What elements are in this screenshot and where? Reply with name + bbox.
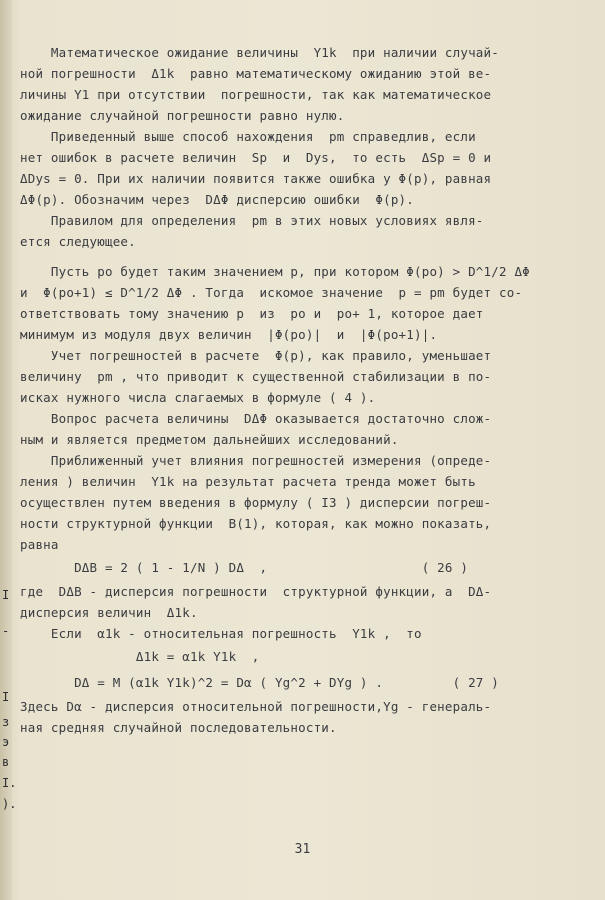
text-line: Правилом для определения pm в этих новых условиях явля- (20, 213, 484, 228)
text-line: осуществлен путем введения в формулу ( I3 ) дисперсии погреш- (20, 495, 492, 510)
text-line: Пусть po будет таким значением p, при котором Φ(po) > D^1/2 ΔΦ (20, 264, 530, 279)
formula-27: DΔ = M (α1k Y1k)^2 = Dα ( Yg^2 + DYg ) . ( 27 ) (20, 675, 499, 690)
paragraph-gap (20, 252, 555, 261)
text-line: ления ) величин Y1k на результат расчета тренда может быть (20, 474, 476, 489)
text-line: Приведенный выше способ нахождения pm справедлив, если (20, 129, 476, 144)
text-line: ная средняя случайной последовательности. (20, 720, 337, 735)
formula-delta: Δ1k = α1k Y1k , (20, 649, 260, 664)
text-line: где DΔB - дисперсия погрешности структурной функции, а DΔ- (20, 584, 492, 599)
text-line: Приближенный учет влияния погрешностей измерения (опреде- (20, 453, 492, 468)
margin-mark: - (2, 624, 10, 638)
body-text (20, 42, 555, 738)
margin-mark: I (2, 588, 10, 602)
text-line: Вопрос расчета величины DΔΦ оказывается достаточно слож- (20, 411, 492, 426)
text-line: дисперсия величин Δ1k. (20, 605, 198, 620)
text-line: и Φ(po+1) ≤ D^1/2 ΔΦ . Тогда искомое значение p = pm будет со- (20, 285, 523, 300)
text-line: минимум из модуля двух величин |Φ(po)| и |Φ(po+1)|. (20, 327, 438, 342)
text-line: Математическое ожидание величины Y1k при наличии случай- (20, 45, 499, 60)
text-line: ожидание случайной погрешности равно нулю. (20, 108, 345, 123)
text-line: ется следующее. (20, 234, 136, 249)
text-line: ной погрешности Δ1k равно математическому ожиданию этой ве- (20, 66, 492, 81)
margin-mark: I (2, 690, 10, 704)
margin-mark: ). (2, 797, 17, 811)
text-line: величину pm , что приводит к существенной стабилизации в по- (20, 369, 492, 384)
margin-mark: з (2, 715, 10, 729)
margin-mark: I. (2, 776, 17, 790)
formula-26: DΔB = 2 ( 1 - 1/N ) DΔ , ( 26 ) (20, 560, 469, 575)
text-line: нет ошибок в расчете величин Sp и Dys, то есть ΔSp = 0 и (20, 150, 492, 165)
text-line: равна (20, 537, 59, 552)
text-line: исках нужного числа слагаемых в формуле ( 4 ). (20, 390, 376, 405)
text-line: Если α1k - относительная погрешность Y1k , то (20, 626, 422, 641)
margin-mark: э (2, 735, 10, 749)
margin-mark: в (2, 755, 10, 769)
text-line: ности структурной функции B(1), которая, как можно показать, (20, 516, 492, 531)
text-line: Здесь Dα - дисперсия относительной погрешности,Yg - генераль- (20, 699, 492, 714)
text-line: ΔDys = 0. При их наличии появится также ошибка у Φ(p), равная (20, 171, 492, 186)
text-line: Учет погрешностей в расчете Φ(p), как правило, уменьшает (20, 348, 492, 363)
text-line: ным и является предметом дальнейших исследований. (20, 432, 399, 447)
text-line: ΔΦ(p). Обозначим через DΔΦ дисперсию ошибки Φ(p). (20, 192, 415, 207)
text-line: ответствовать тому значению p из po и po+ 1, которое дает (20, 306, 484, 321)
page-number: 31 (294, 842, 311, 857)
text-line: личины Y1 при отсутствии погрешности, так как математическое (20, 87, 492, 102)
